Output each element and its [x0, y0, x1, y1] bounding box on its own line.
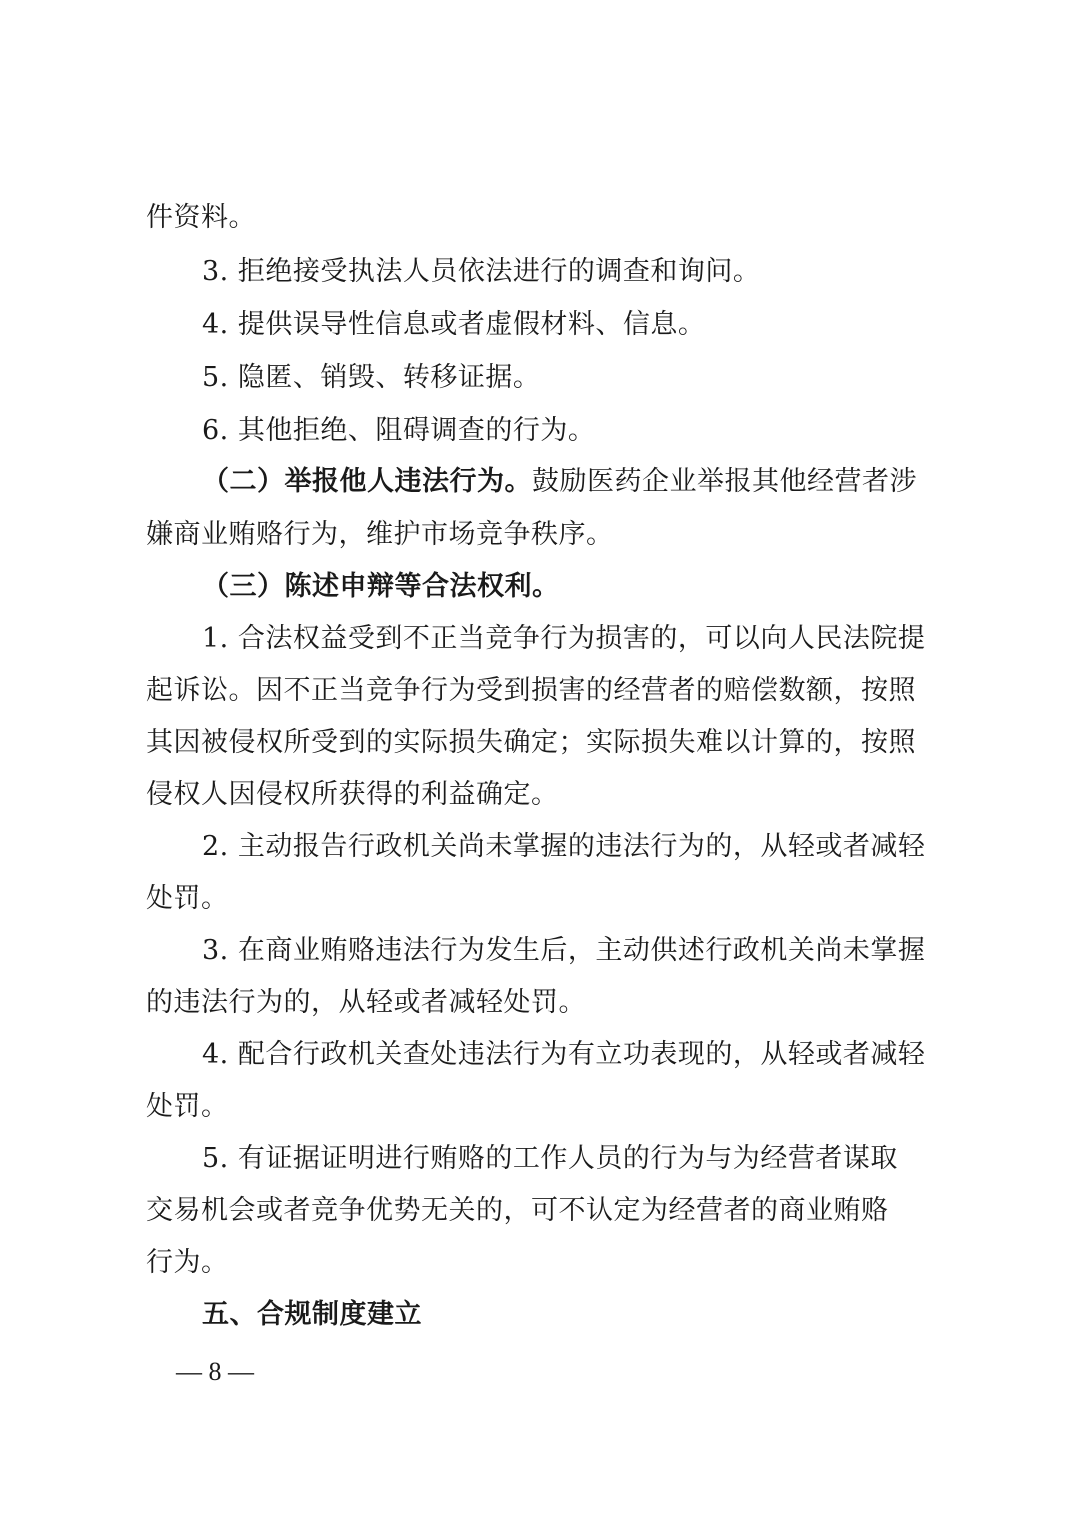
page-number: — 8 —	[176, 1357, 254, 1386]
section-2-paragraph: （二）举报他人违法行为。鼓励医药企业举报其他经营者涉	[202, 466, 917, 497]
item-5-line: 5. 有证据证明进行贿赂的工作人员的行为与为经营者谋取	[202, 1143, 898, 1174]
item-2-line: 2. 主动报告行政机关尚未掌握的违法行为的，从轻或者减轻	[202, 831, 926, 862]
list-item-5: 5. 隐匿、销毁、转移证据。	[202, 362, 541, 393]
list-item-6: 6. 其他拒绝、阻碍调查的行为。	[202, 415, 596, 446]
item-5-line: 交易机会或者竞争优势无关的，可不认定为经营者的商业贿赂	[146, 1195, 889, 1226]
item-5-line: 行为。	[146, 1247, 229, 1278]
section-3-title: （三）陈述申辩等合法权利。	[202, 571, 560, 602]
item-3-line: 的违法行为的，从轻或者减轻处罚。	[146, 987, 586, 1018]
item-1-line: 1. 合法权益受到不正当竞争行为损害的，可以向人民法院提	[202, 623, 926, 654]
item-1-line: 侵权人因侵权所获得的利益确定。	[146, 779, 559, 810]
section-5-heading: 五、合规制度建立	[202, 1299, 422, 1330]
text-line: 件资料。	[146, 202, 256, 233]
list-item-3: 3. 拒绝接受执法人员依法进行的调查和询问。	[202, 256, 761, 287]
item-1-line: 其因被侵权所受到的实际损失确定；实际损失难以计算的，按照	[146, 727, 916, 758]
item-4-line: 处罚。	[146, 1091, 229, 1122]
item-1-line: 起诉讼。因不正当竞争行为受到损害的经营者的赔偿数额，按照	[146, 675, 916, 706]
list-item-4: 4. 提供误导性信息或者虚假材料、信息。	[202, 309, 706, 340]
item-3-line: 3. 在商业贿赂违法行为发生后，主动供述行政机关尚未掌握	[202, 935, 926, 966]
text-line: 嫌商业贿赂行为，维护市场竞争秩序。	[146, 519, 614, 550]
section-2-title: （二）举报他人违法行为。	[202, 466, 532, 497]
item-2-line: 处罚。	[146, 883, 229, 914]
item-4-line: 4. 配合行政机关查处违法行为有立功表现的，从轻或者减轻	[202, 1039, 926, 1070]
